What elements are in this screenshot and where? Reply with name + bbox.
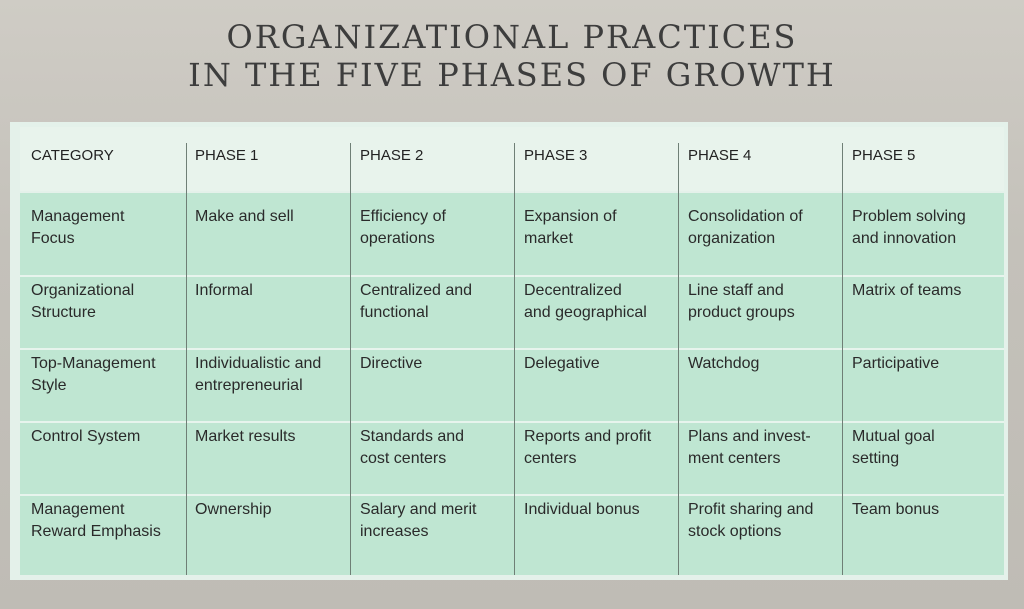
table-cell (688, 206, 803, 250)
cell-line: Watchdog (688, 355, 760, 372)
row-category (31, 280, 134, 324)
table-cell (688, 280, 795, 324)
cell-line: stock options (688, 523, 782, 540)
table-cell (688, 426, 811, 470)
cell-line: Directive (360, 355, 423, 372)
cell-line: and geographical (524, 304, 647, 321)
cell-line: setting (852, 450, 900, 467)
cell-line: Make and sell (195, 208, 294, 225)
cell-line: Management (31, 208, 125, 225)
cell-line: Matrix of teams (852, 282, 962, 299)
cell-line: centers (524, 450, 577, 467)
cell-line: Style (31, 377, 67, 394)
cell-line: Mutual goal (852, 428, 935, 445)
cell-line: Participative (852, 355, 940, 372)
column-divider (514, 143, 515, 575)
header-phase-1: PHASE 1 (195, 147, 259, 164)
table-cell (852, 426, 935, 470)
cell-line: Control System (31, 428, 141, 445)
table-cell (195, 499, 271, 521)
cell-line: Line staff and (688, 282, 784, 299)
cell-line: Focus (31, 230, 75, 247)
cell-line: Reward Emphasis (31, 523, 161, 540)
table-cell (524, 280, 647, 324)
page-title (0, 18, 1024, 94)
table-cell (852, 353, 939, 375)
cell-line: Decentralized (524, 282, 622, 299)
column-divider (678, 143, 679, 575)
cell-line: Efficiency of (360, 208, 446, 225)
row-divider (20, 348, 1004, 350)
cell-line: Top-Management (31, 355, 156, 372)
table-cell (195, 206, 294, 228)
row-divider (20, 494, 1004, 496)
cell-line: operations (360, 230, 435, 247)
cell-line: Consolidation of (688, 208, 803, 225)
cell-line: market (524, 230, 573, 247)
cell-line: functional (360, 304, 429, 321)
table-cell (360, 499, 477, 543)
title-line-1: ORGANIZATIONAL PRACTICES (226, 18, 798, 56)
cell-line: Individualistic and (195, 355, 322, 372)
table-cell (360, 426, 464, 470)
header-phase-4: PHASE 4 (688, 147, 752, 164)
row-divider (20, 421, 1004, 423)
table-cell (195, 280, 253, 302)
table-cell (195, 426, 295, 448)
cell-line: Management (31, 501, 125, 518)
cell-line: Problem solving (852, 208, 966, 225)
table-cell (852, 280, 961, 302)
table-cell (195, 353, 321, 397)
cell-line: Salary and merit (360, 501, 477, 518)
table-cell (852, 499, 939, 521)
row-category (31, 353, 156, 397)
cell-line: Profit sharing and (688, 501, 814, 518)
title-line-2: IN THE FIVE PHASES OF GROWTH (188, 56, 836, 94)
cell-line: Team bonus (852, 501, 940, 518)
cell-line: organization (688, 230, 776, 247)
header-category: CATEGORY (31, 147, 114, 164)
row-category (31, 426, 140, 448)
table-cell (688, 499, 813, 543)
table-cell (360, 280, 472, 324)
header-phase-2: PHASE 2 (360, 147, 424, 164)
cell-line: Plans and invest- (688, 428, 811, 445)
cell-line: increases (360, 523, 429, 540)
cell-line: ment centers (688, 450, 781, 467)
cell-line: product groups (688, 304, 795, 321)
table-cell (852, 206, 966, 250)
table-cell (524, 426, 651, 470)
cell-line: cost centers (360, 450, 447, 467)
column-divider (186, 143, 187, 575)
cell-line: Organizational (31, 282, 135, 299)
header-phase-5: PHASE 5 (852, 147, 916, 164)
cell-line: Delegative (524, 355, 600, 372)
cell-line: entrepreneurial (195, 377, 303, 394)
row-divider (20, 275, 1004, 277)
table-cell (360, 353, 422, 375)
table-cell (524, 353, 600, 375)
table-cell (688, 353, 759, 375)
cell-line: Market results (195, 428, 296, 445)
row-category (31, 499, 161, 543)
cell-line: Centralized and (360, 282, 473, 299)
column-divider (350, 143, 351, 575)
table-cell (360, 206, 446, 250)
cell-line: Reports and profit (524, 428, 652, 445)
table-header (20, 127, 1004, 191)
header-phase-3: PHASE 3 (524, 147, 588, 164)
column-divider (842, 143, 843, 575)
cell-line: Individual bonus (524, 501, 640, 518)
cell-line: and innovation (852, 230, 957, 247)
cell-line: Ownership (195, 501, 272, 518)
cell-line: Standards and (360, 428, 465, 445)
cell-line: Informal (195, 282, 253, 299)
table-cell (524, 499, 640, 521)
practices-table (20, 127, 1004, 575)
table-cell (524, 206, 617, 250)
cell-line: Expansion of (524, 208, 617, 225)
cell-line: Structure (31, 304, 96, 321)
row-category (31, 206, 124, 250)
